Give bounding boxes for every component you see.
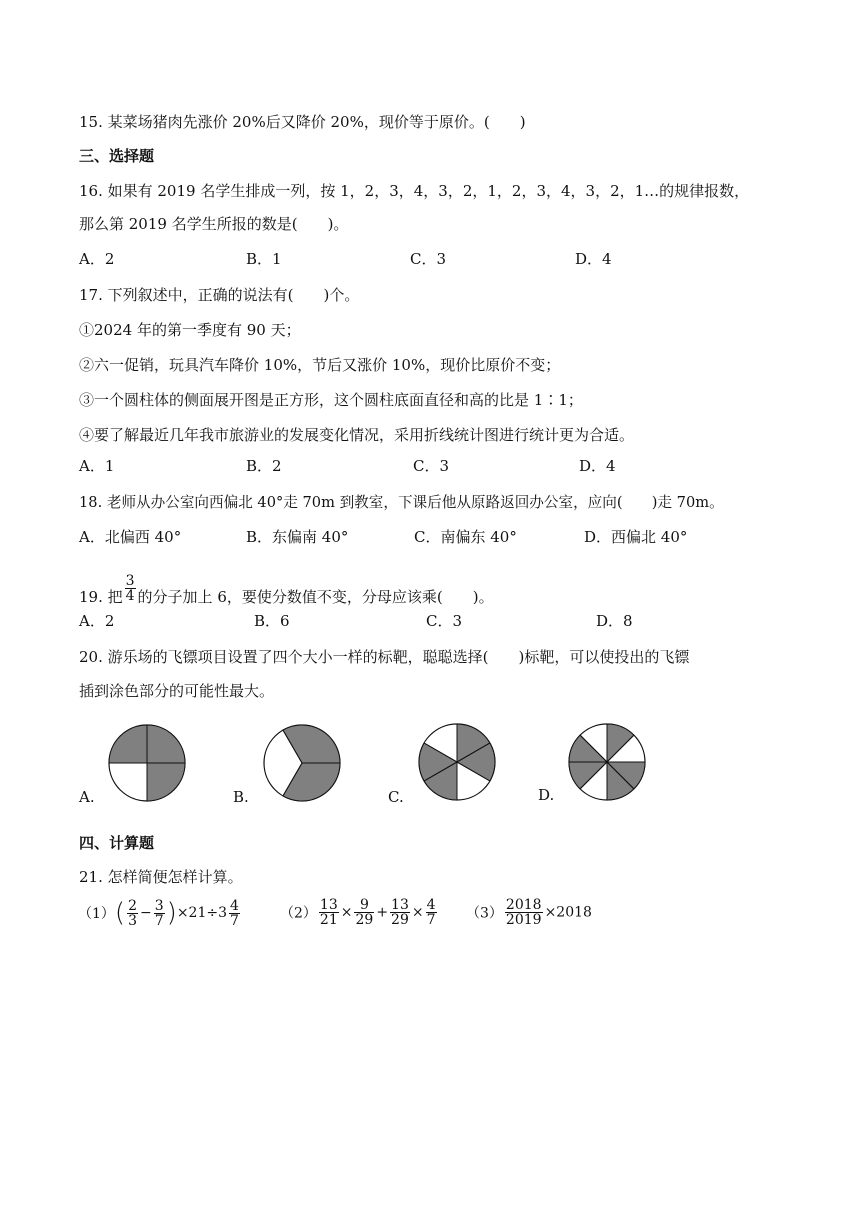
- question-18-stem: 18. 老师从办公室向西偏北 40°走 70m 到教室，下课后他从原路返回办公室，应向( )走 70m。: [79, 494, 724, 511]
- q17-option-a: A．1: [79, 457, 115, 475]
- denominator: 29: [391, 912, 409, 928]
- q19-frac-denominator: 4: [125, 588, 135, 604]
- q18-option-c: C．南偏东 40°: [414, 528, 517, 546]
- question-16-line2: 那么第 2019 名学生所报的数是( )。: [79, 215, 349, 233]
- calc-3-label: （3）: [466, 905, 503, 922]
- calc-3-frac: [505, 898, 543, 927]
- calc-1-label: （1）: [78, 906, 115, 922]
- q16-option-d: D．4: [575, 250, 612, 268]
- calc-2-frac-c: [390, 898, 410, 927]
- left-paren: (: [114, 898, 126, 928]
- question-17-item-1: ①2024 年的第一季度有 90 天；: [79, 321, 301, 339]
- target-label-a: A.: [79, 788, 95, 806]
- calc-problem-3: [466, 898, 592, 927]
- calc-1-frac-c: [229, 899, 240, 928]
- q19-option-a: A．2: [79, 612, 115, 630]
- question-20-line1: 20. 游乐场的飞镖项目设置了四个大小一样的标靶，聪聪选择( )标靶，可以使投出的飞镖: [79, 648, 690, 666]
- question-17-stem: 17. 下列叙述中，正确的说法有( )个。: [79, 286, 360, 304]
- question-21-stem: 21. 怎样简便怎样计算。: [79, 868, 243, 886]
- calc-1-frac-a: [127, 899, 138, 928]
- plus-sign: +: [376, 904, 389, 921]
- calc-2-label: （2）: [280, 905, 317, 922]
- numerator: 9: [354, 898, 374, 913]
- denominator: 29: [355, 912, 374, 928]
- question-15: 15. 某菜场猪肉先涨价 20%后又降价 20%，现价等于原价。( ): [79, 113, 526, 131]
- q17-option-d: D．4: [579, 457, 616, 475]
- target-a-sector: [109, 725, 147, 763]
- calc-problem-2: [280, 898, 439, 927]
- numerator: 13: [319, 897, 338, 913]
- q17-option-c: C．3: [413, 457, 450, 475]
- question-17-item-4: ④要了解最近几年我市旅游业的发展变化情况，采用折线统计图进行统计更为合适。: [79, 426, 635, 444]
- denominator: 7: [426, 912, 436, 928]
- calc-3-rest: ×2018: [544, 904, 592, 921]
- calc-problem-1: [78, 898, 242, 928]
- section-heading-calc: 四、计算题: [79, 834, 155, 852]
- calc-1-frac-b: [154, 899, 165, 928]
- target-a-sector: [147, 763, 185, 801]
- q18-option-a: A．北偏西 40°: [79, 528, 182, 546]
- q18-option-b: B．东偏南 40°: [246, 528, 349, 546]
- calc-2-frac-b: [354, 898, 374, 927]
- q19-fraction: [125, 574, 136, 603]
- dart-target-b: [262, 723, 342, 803]
- minus-sign: −: [140, 905, 152, 921]
- dart-target-c: [417, 722, 497, 802]
- question-16-line1: 16. 如果有 2019 名学生排成一列，按 1，2，3，4，3，2，1，2，3，4，3，2，1…的规律报数，: [79, 182, 750, 200]
- q19-suffix: 的分子加上 6，要使分数值不变，分母应该乘( )。: [137, 588, 494, 606]
- question-20-line2: 插到涂色部分的可能性最大。: [79, 682, 275, 700]
- q19-option-c: C．3: [426, 612, 463, 630]
- denominator: 21: [319, 912, 338, 928]
- target-label-d: D.: [538, 786, 555, 804]
- question-17-item-2: ②六一促销，玩具汽车降价 10%，节后又涨价 10%，现价比原价不变；: [79, 356, 561, 374]
- numerator: 2018: [505, 897, 542, 913]
- target-label-b: B.: [233, 788, 249, 806]
- numerator: 3: [154, 897, 164, 914]
- dart-target-a: [107, 723, 187, 803]
- q18-option-d: D．西偏北 40°: [584, 528, 688, 546]
- q17-option-b: B．2: [246, 457, 282, 475]
- q16-option-c: C．3: [410, 250, 447, 268]
- q16-option-b: B．1: [246, 250, 282, 268]
- denominator: 3: [128, 912, 137, 929]
- q19-option-b: B．6: [254, 612, 290, 630]
- numerator: 2: [128, 897, 137, 914]
- question-19-stem: [79, 574, 494, 608]
- right-paren: ): [166, 898, 177, 928]
- dart-target-d: [567, 722, 647, 802]
- numerator: 13: [391, 897, 409, 913]
- calc-2-frac-a: [319, 898, 339, 927]
- denominator: 7: [230, 912, 239, 929]
- target-a-sector: [147, 725, 185, 763]
- q19-prefix: 19. 把: [79, 588, 123, 606]
- q19-option-d: D．8: [596, 612, 633, 630]
- denominator: 2019: [505, 912, 542, 928]
- calc-2-frac-d: [426, 898, 437, 927]
- question-17-item-3: ③一个圆柱体的侧面展开图是正方形，这个圆柱底面直径和高的比是 1∶1；: [79, 391, 583, 409]
- numerator: 4: [230, 897, 239, 914]
- times-sign: ×: [340, 904, 353, 921]
- q16-option-a: A．2: [79, 250, 115, 268]
- times-sign: ×: [411, 904, 424, 921]
- q19-frac-numerator: 3: [125, 573, 135, 589]
- calc-1-rest: ×21÷3: [176, 905, 227, 921]
- denominator: 7: [154, 912, 164, 929]
- numerator: 4: [426, 897, 436, 913]
- section-heading-choice: 三、选择题: [79, 147, 155, 165]
- target-label-c: C.: [388, 788, 404, 806]
